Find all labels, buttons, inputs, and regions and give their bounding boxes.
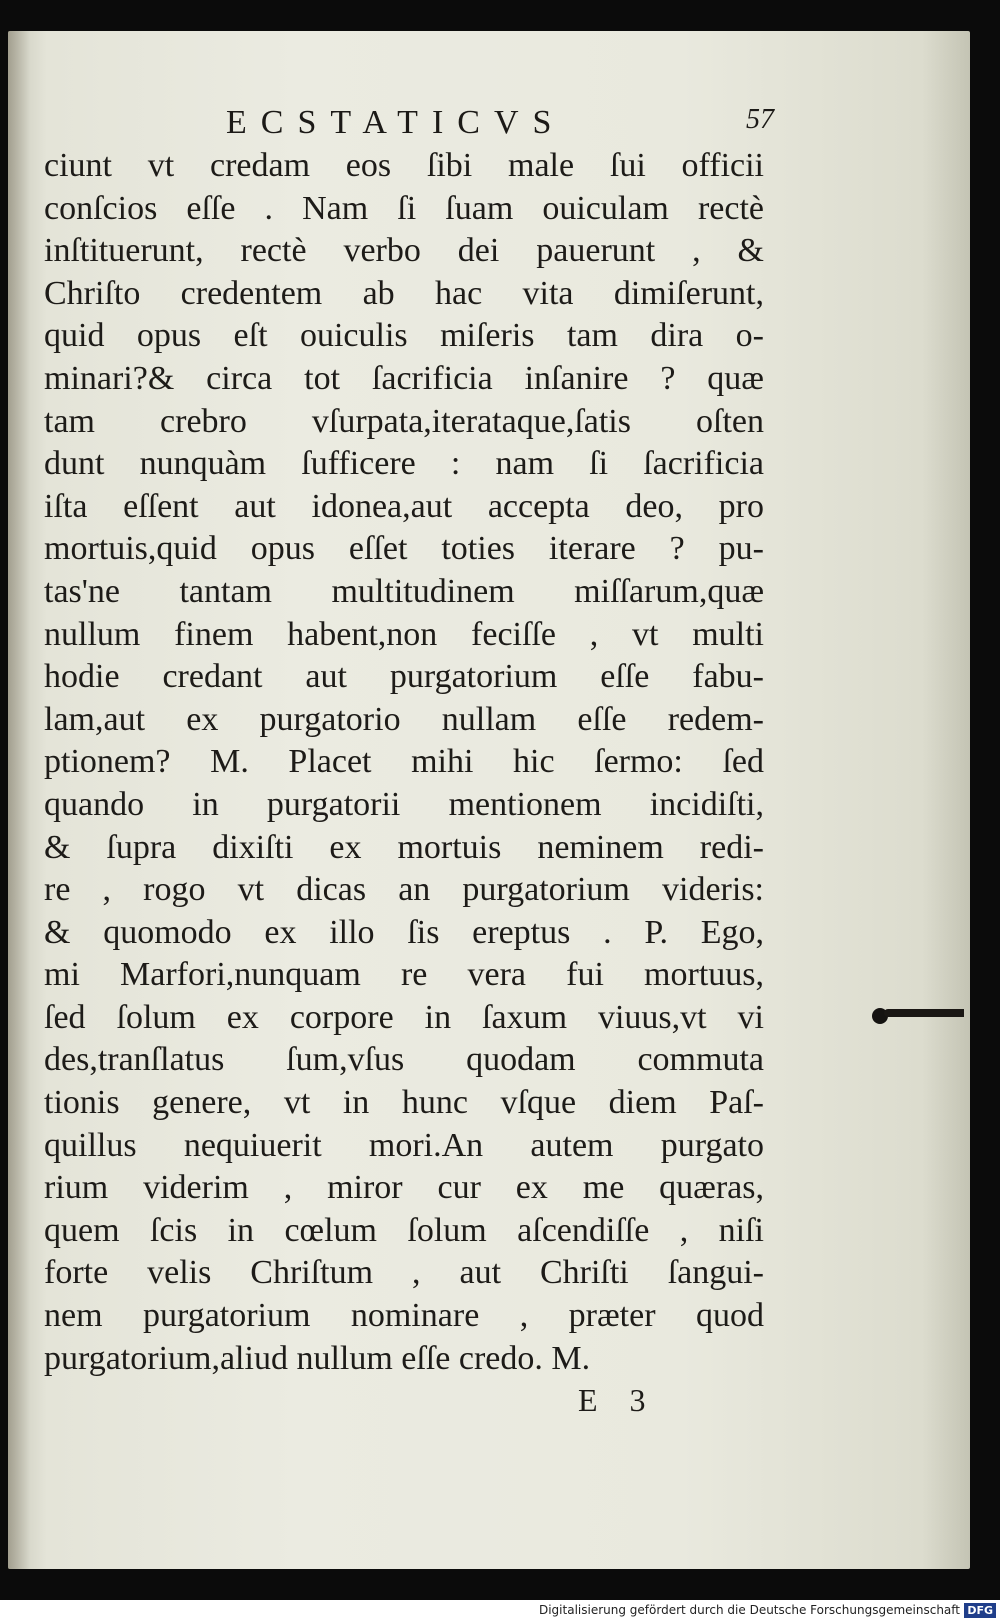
running-head-title: ECSTATICVS [226,104,566,141]
text-line: Chriſto credentem ab hac vita dimiſerunt, [44,274,764,312]
page-tab-marker [884,1009,964,1017]
body-text [44,145,764,1380]
text-line: quando in purgatorii mentionem incidiſti, [44,785,764,823]
text-line: forte velis Chriſtum , aut Chriſti ſangui- [44,1254,764,1292]
text-line: rium viderim , miror cur ex me quæras, [44,1169,764,1207]
text-line: inſtituerunt, rectè verbo dei pauerunt , & [44,232,764,270]
signature-mark: E 3 [578,1382,658,1418]
text-line: minari?& circa tot ſacrificia inſanire ? quæ [44,359,764,397]
text-line: nem purgatorium nominare , præter quod [44,1297,764,1335]
text-line: iſta eſſent aut idonea,aut accepta deo, pro [44,487,764,525]
text-line: quillus nequiuerit mori.An autem purgato [44,1126,764,1164]
text-line: mortuis,quid opus eſſet toties iterare ? pu- [44,530,764,568]
text-line: quem ſcis in cœlum ſolum aſcendiſſe , niſi [44,1211,764,1249]
page-number: 57 [746,104,774,135]
text-line: ciunt vt credam eos ſibi male ſui officii [44,147,764,184]
text-line: & ſupra dixiſti ex mortuis neminem redi- [44,828,764,866]
text-line: hodie credant aut purgatorium eſſe fabu- [44,658,764,696]
text-line: nullum finem habent,non feciſſe , vt multi [44,615,764,653]
text-line: re , rogo vt dicas an purgatorium videris: [44,871,764,909]
text-line: des,tranſlatus ſum,vſus quodam commuta [44,1041,764,1079]
text-line: ſed ſolum ex corpore in ſaxum viuus,vt vi [44,998,764,1036]
text-line: conſcios eſſe . Nam ſi ſuam ouiculam rectè [44,189,764,227]
text-line: purgatorium,aliud nullum eſſe credo. M. [44,1339,591,1377]
running-head [0,104,1000,144]
text-line: lam,aut ex purgatorio nullam eſſe redem- [44,700,764,738]
funding-credit: Digitalisierung gefördert durch die Deutsche Forschungsgemeinschaft [538,1603,960,1617]
text-line: tas'ne tantam multitudinem miſſarum,quæ [44,572,764,610]
text-line: tam crebro vſurpata,iterataque,ſatis oſten [44,402,764,440]
text-line: quid opus eſt ouiculis miſeris tam dira o- [44,317,764,355]
text-line: ptionem? M. Placet mihi hic ſermo: ſed [44,743,764,781]
dfg-logo: DFG [964,1603,996,1618]
text-line: dunt nunquàm ſufficere : nam ſi ſacrificia [44,445,764,483]
text-line: mi Marfori,nunquam re vera fui mortuus, [44,956,764,994]
text-line: tionis genere, vt in hunc vſque diem Paſ- [44,1084,764,1122]
footer-bar [0,1600,1000,1622]
text-line: & quomodo ex illo ſis ereptus . P. Ego, [44,913,764,951]
